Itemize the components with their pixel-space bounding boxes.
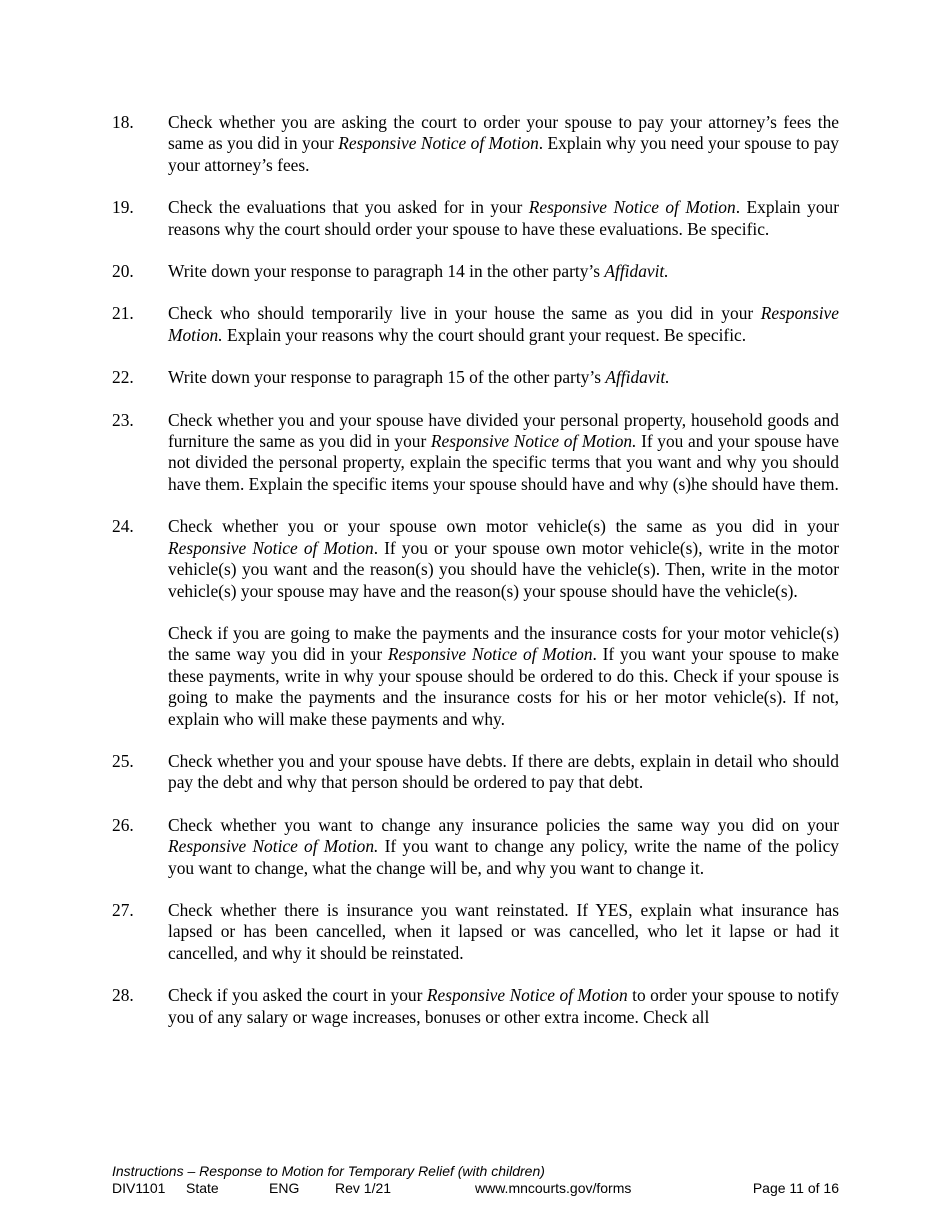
language-code: ENG [269,1180,300,1196]
instruction-text: Check whether you and your spouse have debts. If there are debts, explain in detail who should pay the debt and why that person should be ordered to pay that debt. [168,750,839,793]
item-paragraph [168,112,839,176]
document-title-reference: Responsive Notice of Motion [528,197,736,218]
document-title-reference: Affidavit. [605,367,670,388]
jurisdiction-label: State [186,1180,219,1196]
form-code: DIV1101 [112,1180,166,1196]
document-title-reference: Responsive Notice of Motion. [430,431,637,452]
item-paragraph [168,751,839,794]
instruction-item [112,367,839,388]
item-paragraph [168,516,839,602]
instruction-text: Check if you are going to make the payments and the insurance costs for your motor vehicle(s) the same way you did in your [168,622,839,665]
item-paragraph [168,815,839,879]
instruction-text: . Explain why you need your spouse to pay your attorney’s fees. [168,133,839,175]
item-paragraph [168,367,839,388]
instruction-text: Check whether you or your spouse own motor vehicle(s) the same as you did in your [168,516,839,537]
item-paragraph [168,985,839,1028]
instruction-text: Check if you asked the court in your [168,985,427,1006]
instruction-text: . Explain your reasons why the court should order your spouse to have these evaluations. Be specific. [168,197,839,239]
item-number: 19. [112,197,134,218]
item-paragraph [168,303,839,346]
instruction-text: If you and your spouse have not divided the personal property, explain the specific terms that you want and why you should have them. Explain the specific items your spouse should have and why (s)he should have them. [168,431,839,494]
instruction-text: Write down your response to paragraph 15 of the other party’s [168,367,606,388]
instruction-item [112,900,839,964]
item-number: 22. [112,367,134,388]
instruction-text: Explain your reasons why the court should grant your request. Be specific. [222,324,747,345]
instruction-text: . If you want your spouse to make these payments, write in why your spouse should be ordered to do this. Check if your spouse is going to make the payments and the insurance costs for his or her motor vehicle(s). If not, explain who will make these payments and why. [168,644,839,729]
instruction-item [112,985,839,1028]
instruction-text: . If you or your spouse own motor vehicle(s), write in the motor vehicle(s) you want and the reason(s) you should have the vehicle(s). Then, write in the motor vehicle(s) your spouse may have and the reason(s) your spouse should have the vehicle(s). [168,537,839,601]
document-title-reference: Responsive Notice of Motion [338,133,539,154]
item-number: 23. [112,409,134,430]
item-number: 18. [112,112,134,132]
instruction-item [112,410,839,496]
document-title-reference: Responsive Notice of Motion [168,537,374,558]
instruction-text: to order your spouse to notify you of any salary or wage increases, bonuses or other extra income. Check all [168,985,840,1027]
document-title-reference: Responsive Notice of Motion. [168,836,379,857]
instruction-text: Check the evaluations that you asked for in your [168,197,529,218]
instruction-text: Check whether you and your spouse have divided your personal property, household goods and furniture the same as you did in your [168,409,839,452]
item-number: 25. [112,750,134,771]
forms-url: www.mncourts.gov/forms [475,1180,632,1196]
item-number: 27. [112,899,134,920]
instruction-list [112,112,839,1049]
instruction-text: Write down your response to paragraph 14 in the other party’s [168,261,605,282]
item-paragraph [168,900,839,964]
instruction-item [112,261,839,282]
instruction-text: Check whether there is insurance you want reinstated. If YES, explain what insurance has lapsed or has been cancelled, when it lapsed or was cancelled, who let it lapse or had it cancelled, and why it should be reinstated. [168,899,839,963]
instruction-text: Check whether you want to change any insurance policies the same way you did on your [168,814,839,835]
document-title-reference: Affidavit. [604,261,669,282]
revision-label: Rev 1/21 [335,1180,392,1196]
item-paragraph [168,261,839,282]
item-number: 24. [112,516,134,537]
instruction-text: Check whether you are asking the court to order your spouse to pay your attorney’s fees the same as you did in your [168,112,839,154]
instruction-item [112,197,839,240]
instruction-item [112,751,839,794]
page-footer [112,1163,839,1197]
document-title-reference: Responsive Notice of Motion [426,985,628,1006]
instruction-item [112,303,839,346]
item-paragraph [168,410,839,496]
instruction-text: If you want to change any policy, write the name of the policy you want to change, what the change will be, and why you want to change it. [168,836,839,878]
document-title-reference: Responsive Motion. [168,303,839,345]
item-number: 20. [112,261,134,282]
instruction-text: Check who should temporarily live in your house the same as you did in your [168,303,761,324]
instruction-item [112,516,839,730]
instruction-item [112,815,839,879]
item-number: 21. [112,303,134,324]
item-paragraph [168,197,839,240]
item-number: 28. [112,985,134,1006]
item-number: 26. [112,814,134,835]
footer-info-row [112,1180,839,1197]
instruction-item [112,112,839,176]
document-title-reference: Responsive Notice of Motion [387,644,593,665]
page-number: Page 11 of 16 [752,1180,839,1196]
item-paragraph [168,623,839,730]
footer-title: Instructions – Response to Motion for Temporary Relief (with children) [112,1163,545,1179]
